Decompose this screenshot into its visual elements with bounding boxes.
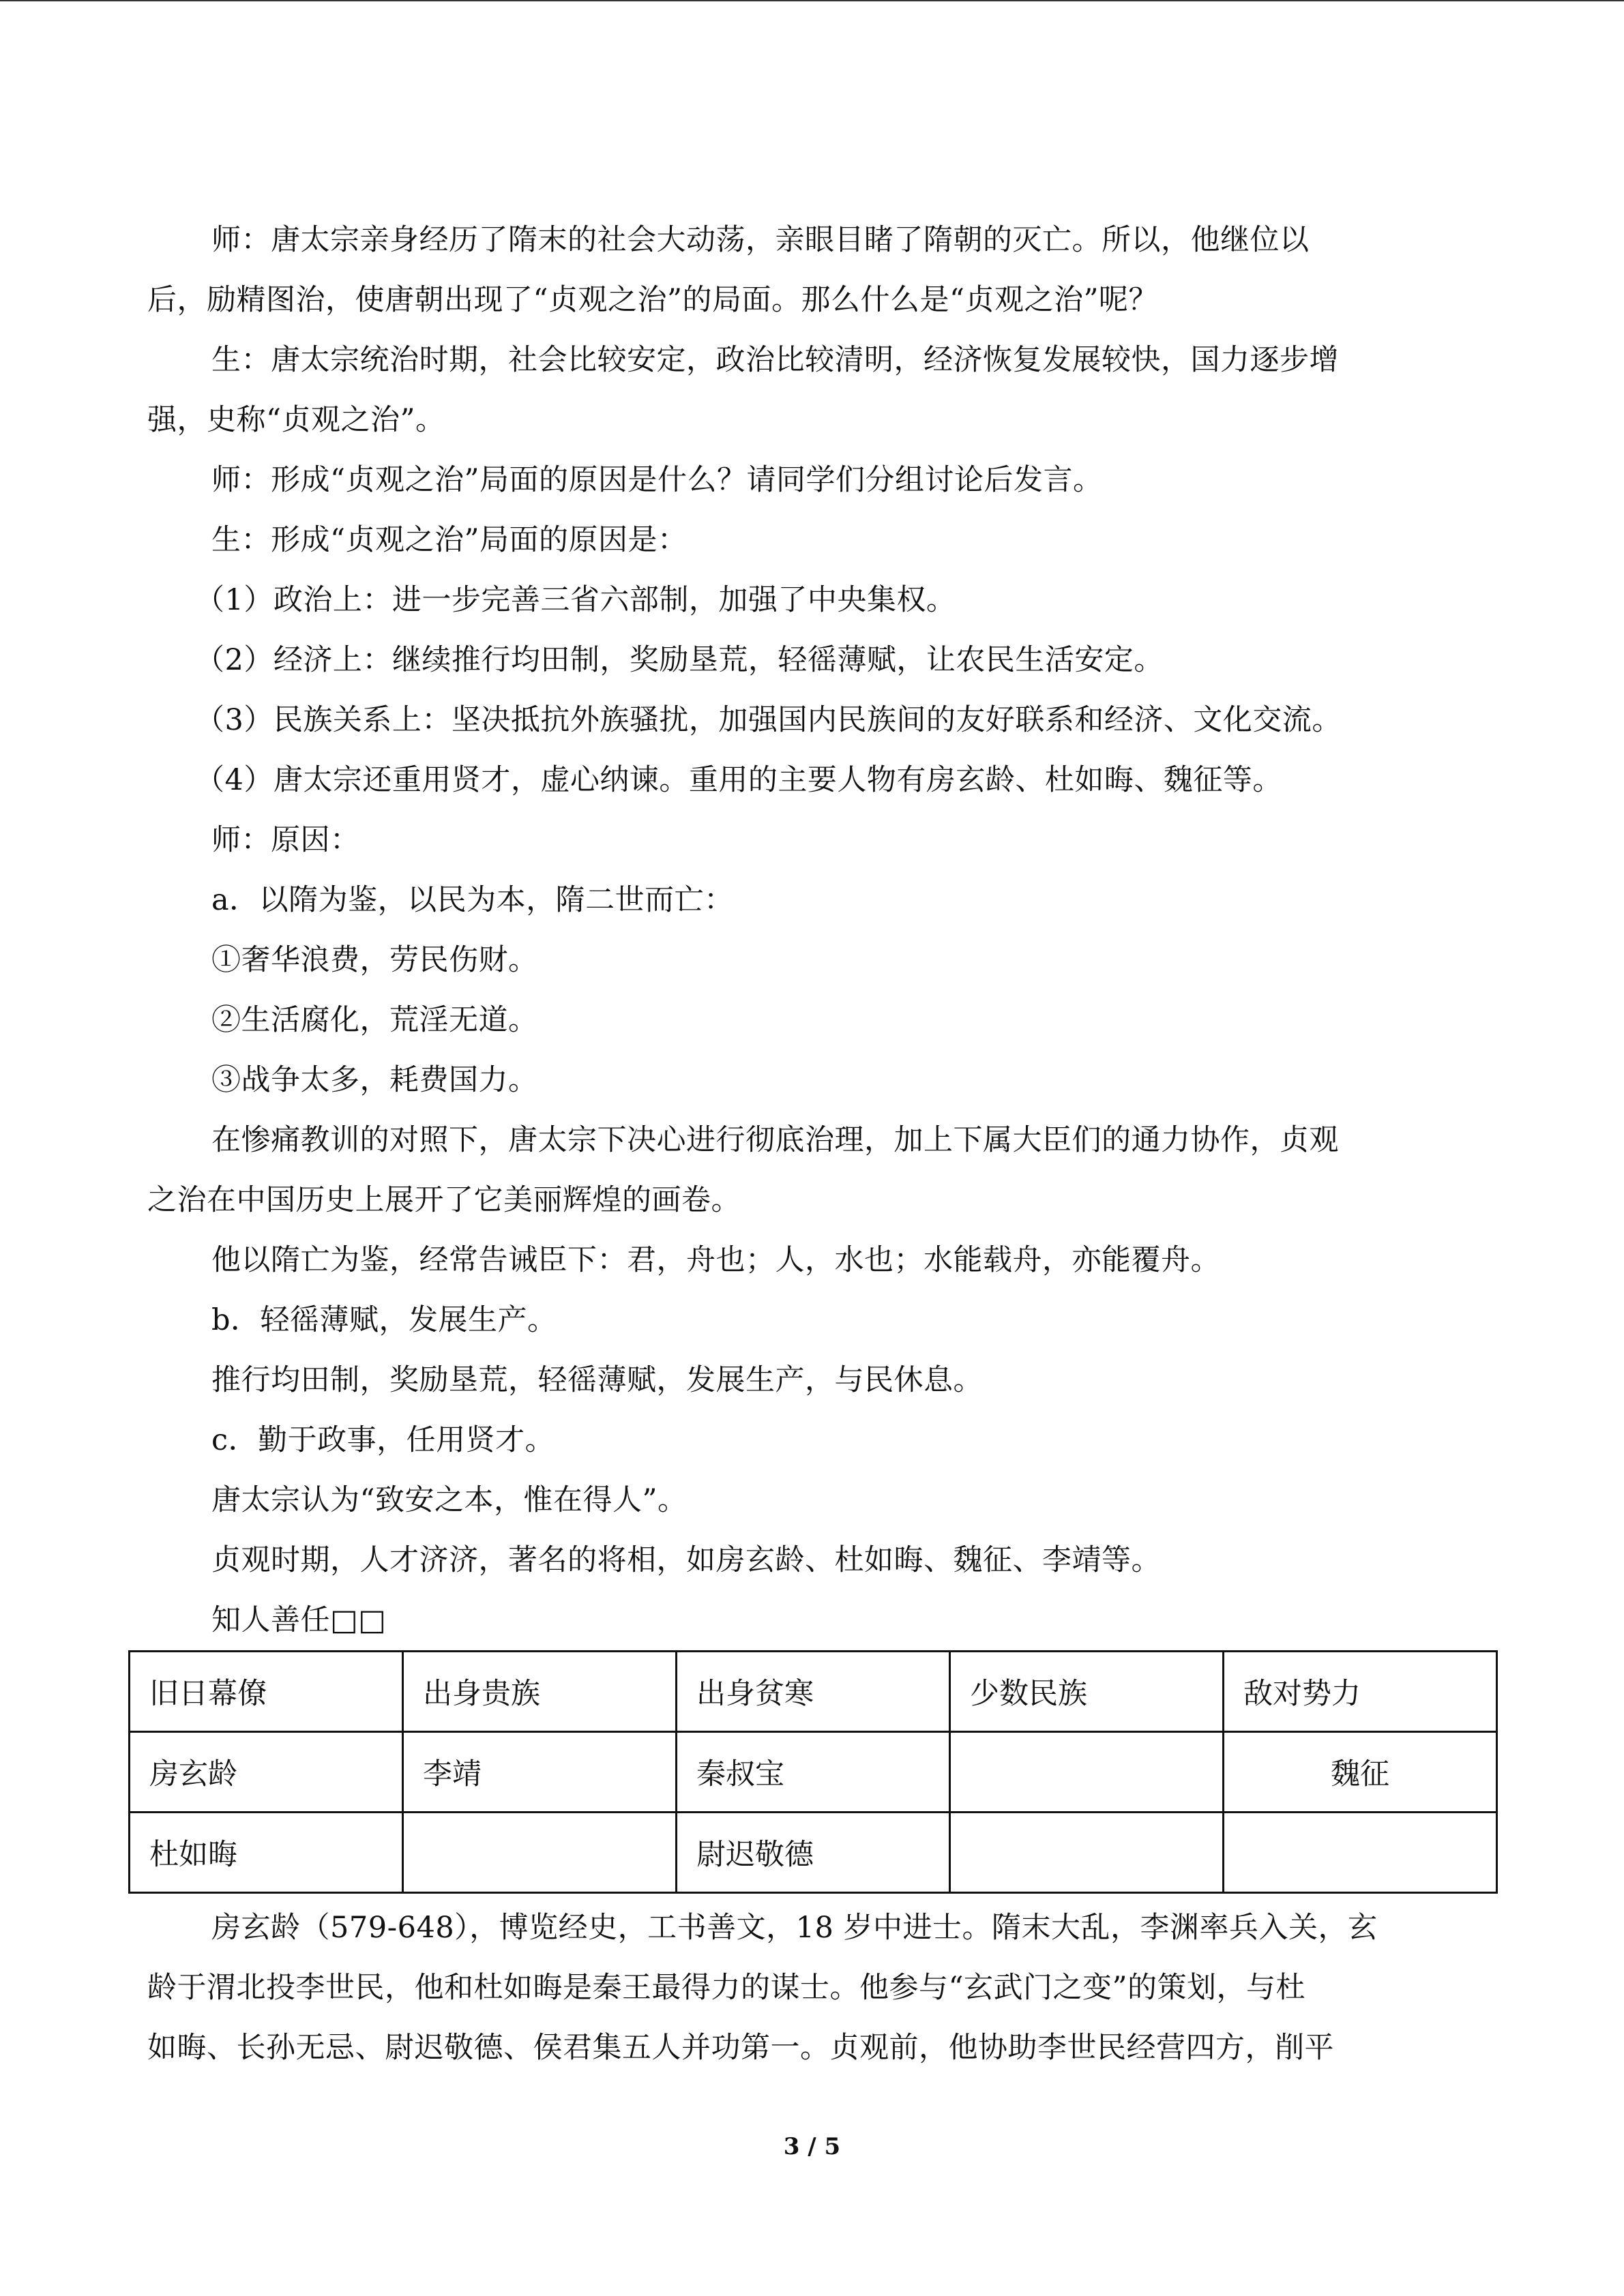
- table-header-row: [130, 1652, 1497, 1732]
- paragraph-line: 唐太宗认为“致安之本，惟在得人”。: [211, 1483, 688, 1517]
- paragraph-line: 师：唐太宗亲身经历了隋末的社会大动荡，亲眼目睹了隋朝的灭亡。所以，他继位以: [211, 223, 1310, 257]
- paragraph-line: 之治在中国历史上展开了它美丽辉煌的画卷。: [147, 1183, 741, 1217]
- table-header-cell: 出身贵族: [403, 1652, 677, 1732]
- paragraph-line: （4）唐太宗还重用贤才，虚心纳谏。重用的主要人物有房玄龄、杜如晦、魏征等。: [195, 763, 1282, 797]
- paragraph-line: 在惨痛教训的对照下，唐太宗下决心进行彻底治理，加上下属大臣们的通力协作，贞观: [211, 1123, 1339, 1157]
- table-cell: 魏征: [1224, 1732, 1497, 1813]
- page-top-border: [0, 0, 1624, 1]
- paragraph-line: （2）经济上：继续推行均田制，奖励垦荒，轻徭薄赋，让农民生活安定。: [195, 643, 1164, 677]
- paragraph-line: a．以隋为鉴，以民为本，隋二世而亡：: [211, 883, 734, 917]
- paragraph-line: （1）政治上：进一步完善三省六部制，加强了中央集权。: [195, 583, 956, 617]
- paragraph-line: 知人善任□□: [211, 1603, 387, 1637]
- table-header-cell: 出身贫寒: [677, 1652, 950, 1732]
- paragraph-line: ①奢华浪费，劳民伤财。: [211, 943, 538, 977]
- paragraph-line: 后，励精图治，使唐朝出现了“贞观之治”的局面。那么什么是“贞观之治”呢？: [147, 283, 1158, 317]
- paragraph-line: 强，史称“贞观之治”。: [147, 403, 445, 437]
- paragraph-line: ②生活腐化，荒淫无道。: [211, 1003, 538, 1037]
- table-cell: 杜如晦: [130, 1813, 403, 1893]
- table-row: [130, 1732, 1497, 1813]
- table-cell: [1224, 1813, 1497, 1893]
- paragraph-line: 推行均田制，奖励垦荒，轻徭薄赋，发展生产，与民休息。: [211, 1363, 983, 1397]
- paragraph-line: （3）民族关系上：坚决抵抗外族骚扰，加强国内民族间的友好联系和经济、文化交流。: [195, 703, 1342, 737]
- paragraphs-before-table: [147, 210, 1477, 1650]
- table-cell: [950, 1813, 1224, 1893]
- table-cell: [403, 1813, 677, 1893]
- table-cell: [950, 1732, 1224, 1813]
- paragraph-line: ③战争太多，耗费国力。: [211, 1063, 538, 1097]
- table-row: [130, 1813, 1497, 1893]
- paragraph-line: 生：形成“贞观之治”局面的原因是：: [211, 523, 688, 557]
- paragraph-line: 师：原因：: [211, 823, 360, 857]
- table-cell: 李靖: [403, 1732, 677, 1813]
- paragraph-line: 龄于渭北投李世民，他和杜如晦是秦王最得力的谋士。他参与“玄武门之变”的策划，与杜: [147, 1971, 1305, 2005]
- table-cell: 秦叔宝: [677, 1732, 950, 1813]
- table-cell: 尉迟敬德: [677, 1813, 950, 1893]
- table-header-cell: 少数民族: [950, 1652, 1224, 1732]
- paragraph-line: b．轻徭薄赋，发展生产。: [211, 1303, 557, 1337]
- paragraph-line: 师：形成“贞观之治”局面的原因是什么？请同学们分组讨论后发言。: [211, 463, 1103, 497]
- paragraph-line: 贞观时期，人才济济，著名的将相，如房玄龄、杜如晦、魏征、李靖等。: [211, 1543, 1161, 1577]
- paragraph-line: 生：唐太宗统治时期，社会比较安定，政治比较清明，经济恢复发展较快，国力逐步增: [211, 343, 1339, 377]
- people-table: [128, 1650, 1498, 1894]
- paragraphs-after-table: [147, 1898, 1477, 2078]
- paragraph-line: 他以隋亡为鉴，经常告诫臣下：君，舟也；人，水也；水能载舟，亦能覆舟。: [211, 1243, 1220, 1277]
- page-number: 3 / 5: [783, 2133, 841, 2160]
- paragraph-line: 房玄龄（579-648），博览经史，工书善文，18 岁中进士。隋末大乱，李渊率兵入关，玄: [211, 1911, 1378, 1945]
- table-header-cell: 旧日幕僚: [130, 1652, 403, 1732]
- paragraph-line: 如晦、长孙无忌、尉迟敬德、侯君集五人并功第一。贞观前，他协助李世民经营四方，削平: [147, 2031, 1334, 2065]
- table-cell: 房玄龄: [130, 1732, 403, 1813]
- document-body: [147, 210, 1477, 2078]
- table-header-cell: 敌对势力: [1224, 1652, 1497, 1732]
- paragraph-line: c．勤于政事，任用贤才。: [211, 1423, 555, 1457]
